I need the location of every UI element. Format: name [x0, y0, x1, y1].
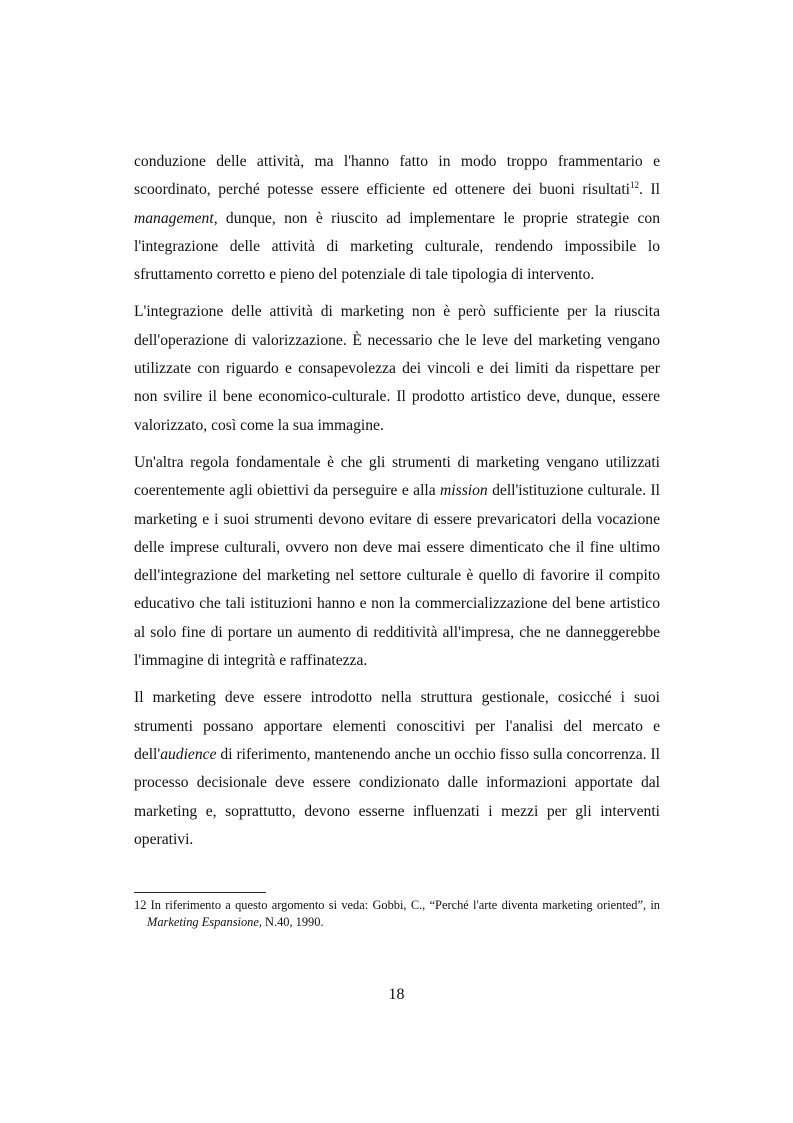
paragraph-1: [134, 148, 660, 289]
paragraph-text: Il marketing deve essere introdotto nella struttura gestionale, cosicché i suoi strumenti possano apportare elementi conoscitivi per l'analisi del mercato e dell': [134, 689, 660, 763]
footnote-separator: [134, 892, 266, 893]
paragraph-text: , dunque, non è riuscito ad implementare le proprie strategie con l'integrazione delle attività di marketing culturale, rendendo impossibile lo sfruttamento corretto e pieno del potenziale di tale tipologia di intervento.: [134, 209, 660, 284]
page-number: 18: [388, 986, 405, 1003]
footnote-reference[interactable]: 12: [630, 180, 640, 191]
footnote-text: In riferimento a questo argomento si veda: Gobbi, C., “Perché l'arte diventa marketing oriented”, in: [146, 898, 660, 912]
paragraph-3: [134, 449, 660, 675]
footnote-italic-title: Marketing Espansione: [147, 914, 259, 929]
body-text: [134, 148, 660, 863]
footnote-text: , N.40, 1990.: [258, 914, 324, 929]
paragraph-text: . Il: [639, 181, 661, 199]
italic-term: management: [134, 209, 214, 227]
paragraph-text: Un'altra regola fondamentale è che gli strumenti di marketing vengano utilizzati coerentemente agli obiettivi da perseguire e alla: [134, 453, 660, 500]
paragraph-4: [134, 684, 660, 854]
paragraph-text: di riferimento, mantenendo anche un occhio fisso sulla concorrenza. Il processo decisionale deve essere condizionato dalle informazioni apportate dal marketing e, soprattutto, devono esserne influenzati i mezzi per gli interventi operativi.: [134, 745, 660, 848]
footnote: [134, 897, 660, 930]
paragraph-text: dell'istituzione culturale. Il marketing e i suoi strumenti devono evitare di essere prevaricatori della vocazione delle imprese culturali, ovvero non deve mai essere dimenticato che il fine ultimo dell'integrazione del marketing nel settore culturale è quello di favorire il compito educativo che tali istituzioni hanno e non la commercializzazione del bene artistico al solo fine di portare un aumento di redditività all'impresa, che ne danneggerebbe l'immagine di integrità e raffinatezza.: [134, 482, 660, 670]
paragraph-text: conduzione delle attività, ma l'hanno fatto in modo troppo frammentario e scoordinato, perché potesse essere efficiente ed ottenere dei buoni risultati: [134, 153, 660, 199]
italic-term: mission: [440, 482, 488, 500]
footnote-number: 12: [134, 898, 147, 912]
paragraph-text: L'integrazione delle attività di marketing non è però sufficiente per la riuscita dell'operazione di valorizzazione. È necessario che le leve del marketing vengano utilizzate con riguardo e consapevolezza dei vincoli e dei limiti da rispettare per non svilire il bene economico-culturale. Il prodotto artistico deve, dunque, essere valorizzato, così come la sua immagine.: [134, 303, 660, 434]
paragraph-2: [134, 298, 660, 439]
italic-term: audience: [160, 745, 217, 763]
